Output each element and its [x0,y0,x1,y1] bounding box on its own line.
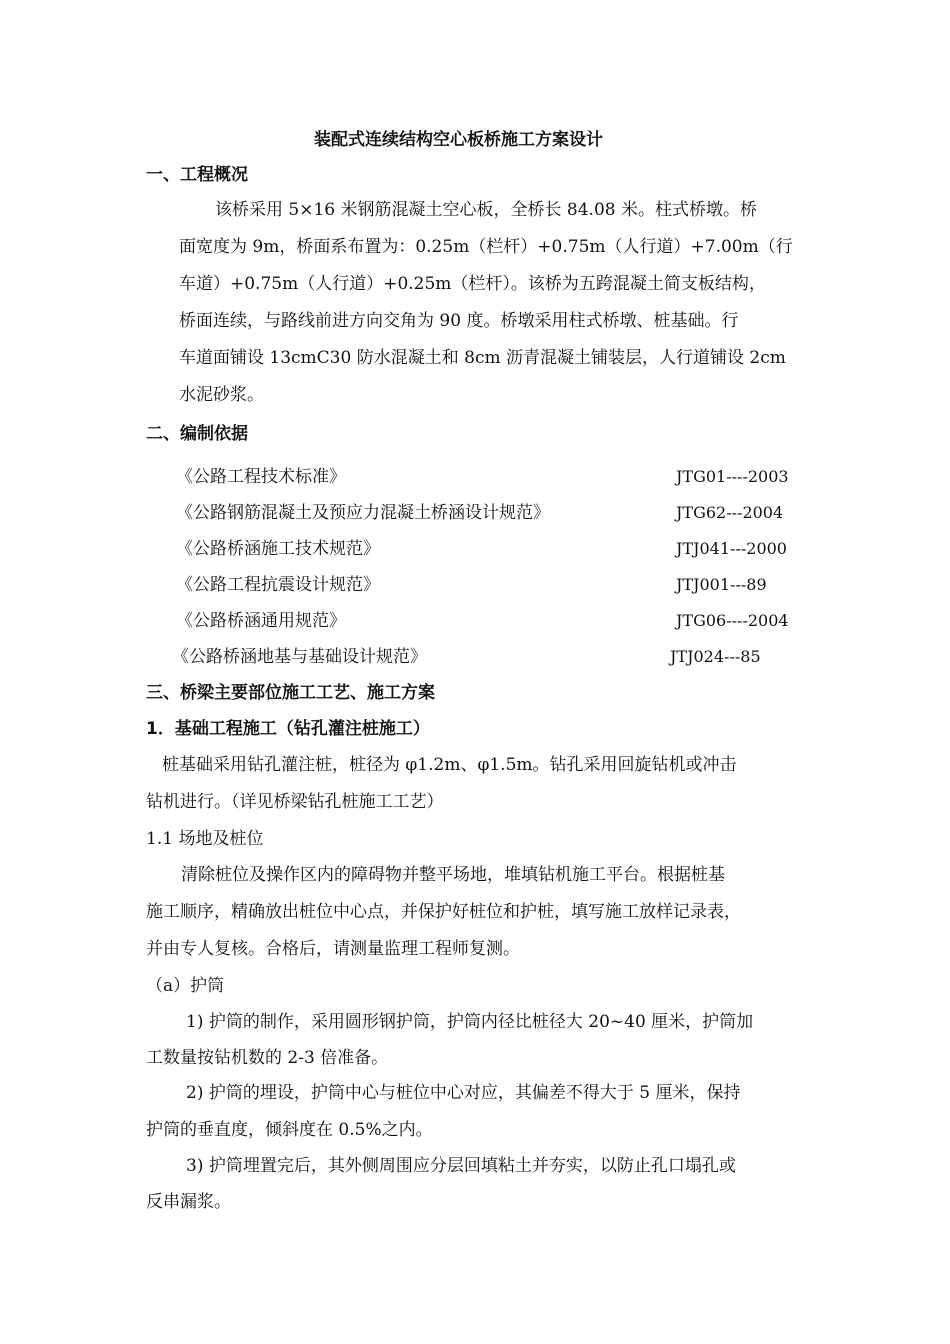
standard-name: 《公路钢筋混凝土及预应力混凝土桥涵设计规范》 [176,503,550,523]
standard-name: 《公路桥涵施工技术规范》 [176,539,380,559]
paragraph-line: 施工顺序，精确放出桩位中心点，并保护好桩位和护桩，填写施工放样记录表， [146,902,741,922]
section-heading-construction: 三、桥梁主要部位施工工艺、施工方案 [146,683,435,703]
list-item-line: 2) 护筒的埋设，护筒中心与桩位中心对应，其偏差不得大于 5 厘米，保持 [186,1083,741,1103]
list-item-line: 1) 护筒的制作，采用圆形钢护筒，护筒内径比桩径大 20~40 厘米，护筒加 [186,1012,754,1032]
paragraph-line: 该桥采用 5×16 米钢筋混凝土空心板，全桥长 84.08 米。柱式桥墩。桥 [215,200,757,220]
casing-heading: （a）护筒 [146,976,225,996]
paragraph-line: 清除桩位及操作区内的障碍物并整平场地，堆填钻机施工平台。根据桩基 [181,865,725,885]
standard-name: 《公路工程技术标准》 [176,467,346,487]
subsection-heading-site: 1.1 场地及桩位 [146,829,264,849]
list-item-line: 工数量按钻机数的 2-3 倍准备。 [146,1048,389,1068]
document-title: 装配式连续结构空心板桥施工方案设计 [314,130,603,150]
standard-name: 《公路工程抗震设计规范》 [176,575,380,595]
standard-name: 《公路桥涵地基与基础设计规范》 [172,647,427,667]
standard-name: 《公路桥涵通用规范》 [176,611,346,631]
paragraph-line: 水泥砂浆。 [179,385,264,405]
paragraph-line: 桥面连续，与路线前进方向交角为 90 度。桥墩采用柱式桥墩、桩基础。行 [179,311,739,331]
section-heading-basis: 二、编制依据 [146,424,248,444]
list-item-line: 3) 护筒埋置完后，其外侧周围应分层回填粘土并夯实，以防止孔口塌孔或 [186,1156,736,1176]
standard-code: JTJ001---89 [676,575,767,594]
standard-code: JTG62---2004 [676,503,784,522]
paragraph-line: 桩基础采用钻孔灌注桩，桩径为 φ1.2m、φ1.5m。钻孔采用回旋钻机或冲击 [162,755,737,775]
standard-code: JTG06----2004 [676,611,789,630]
standard-code: JTJ041---2000 [676,539,787,558]
paragraph-line: 车道面铺设 13cmC30 防水混凝土和 8cm 沥青混凝土铺装层，人行道铺设 2cm [179,348,786,368]
paragraph-line: 钻机进行。（详见桥梁钻孔桩施工工艺） [146,792,444,812]
paragraph-line: 并由专人复核。合格后，请测量监理工程师复测。 [146,939,520,959]
standard-code: JTG01----2003 [676,467,789,486]
standard-code: JTJ024---85 [670,647,761,666]
paragraph-line: 车道）+0.75m（人行道）+0.25m（栏杆）。该桥为五跨混凝土简支板结构， [179,274,766,294]
list-item-line: 反串漏浆。 [146,1192,231,1212]
paragraph-line: 面宽度为 9m，桥面系布置为：0.25m（栏杆）+0.75m（人行道）+7.00m（行 [179,237,793,257]
section-heading-overview: 一、工程概况 [146,165,248,185]
list-item-line: 护筒的垂直度，倾斜度在 0.5%之内。 [146,1120,433,1140]
subsection-heading-foundation: 1．基础工程施工（钻孔灌注桩施工） [146,719,430,739]
